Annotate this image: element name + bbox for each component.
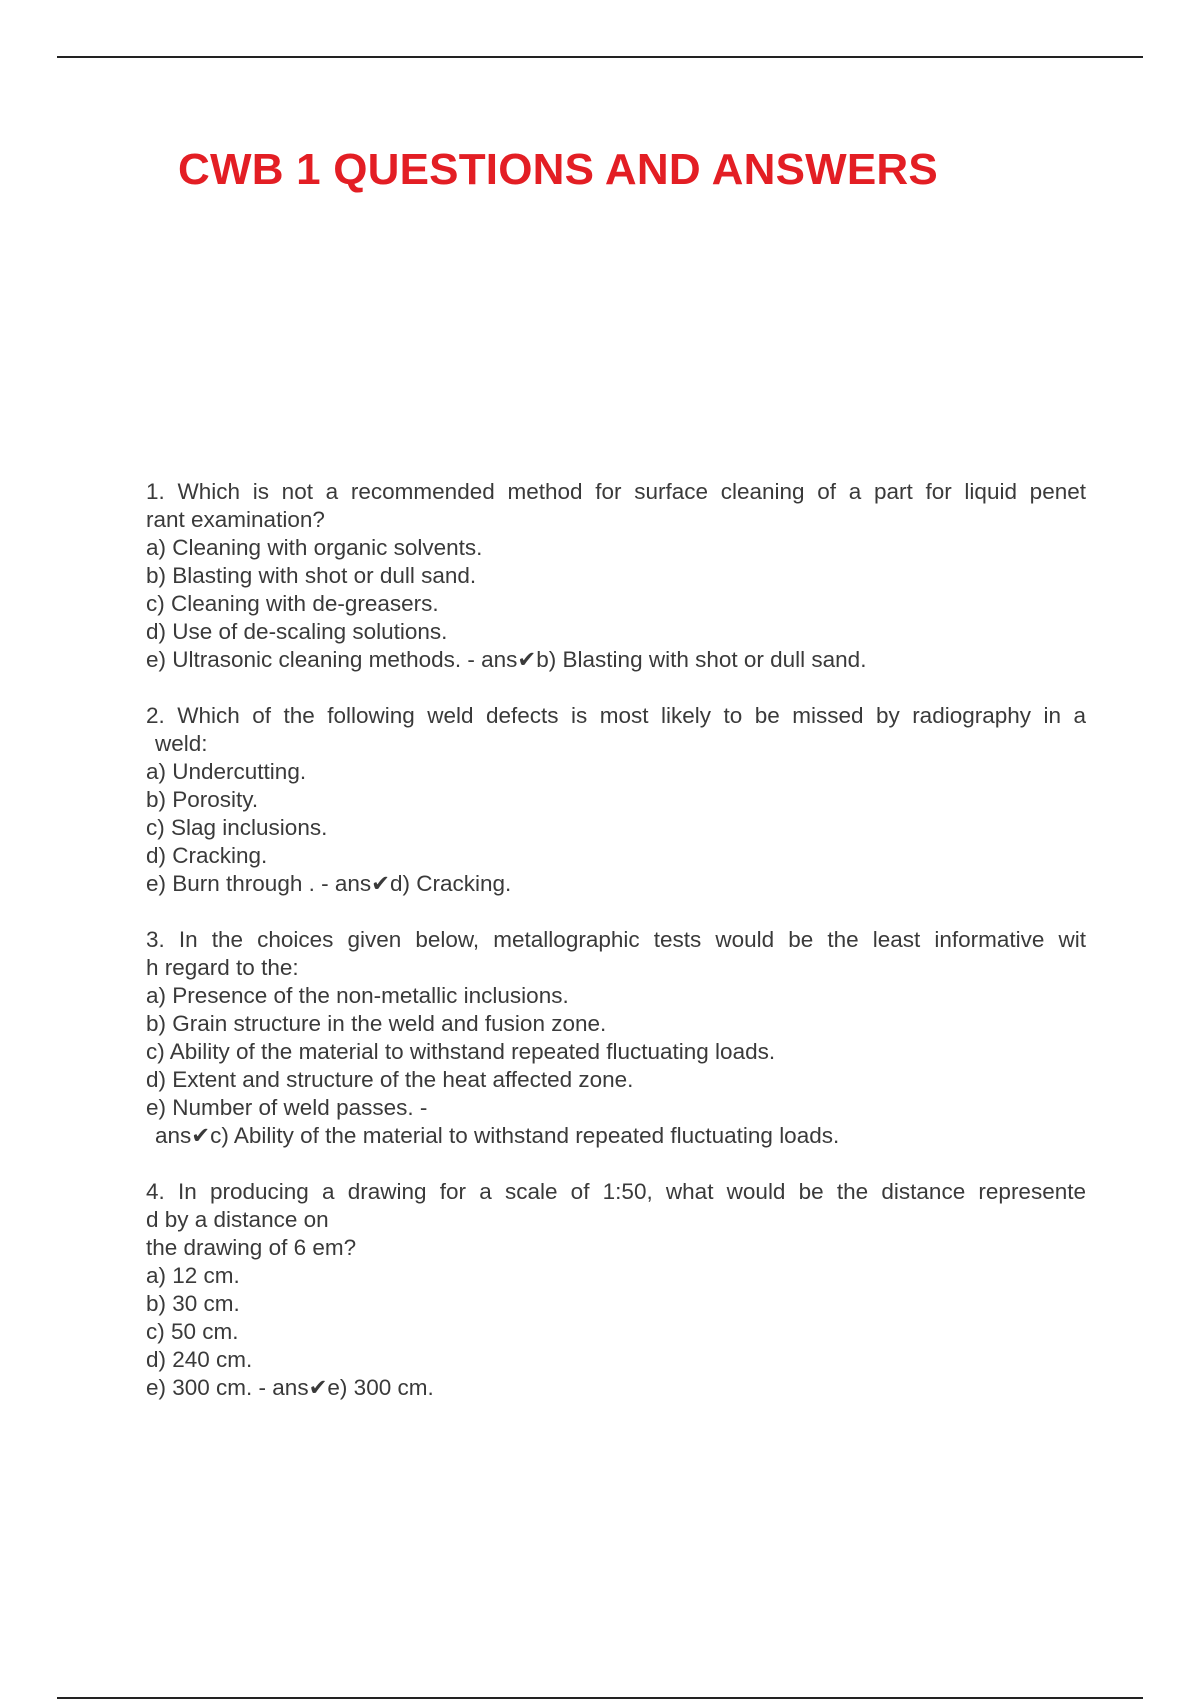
answer-option: a) Cleaning with organic solvents. [146, 535, 483, 560]
answer-option: c) Slag inclusions. [146, 815, 328, 840]
answer-option: b) Porosity. [146, 787, 259, 812]
answer-option-with-key: e) Ultrasonic cleaning methods. - ans✔b) Blasting with shot or dull sand. [146, 647, 867, 672]
question-text: 2. Which of the following weld defects is most likely to be missed by radiography in a [146, 703, 1086, 728]
document-title: CWB 1 QUESTIONS AND ANSWERS [178, 145, 938, 194]
answer-option: b) Blasting with shot or dull sand. [146, 563, 477, 588]
answer-option: d) Extent and structure of the heat affected zone. [146, 1067, 634, 1092]
answer-option: d) 240 cm. [146, 1347, 253, 1372]
answer-option: c) Cleaning with de-greasers. [146, 591, 439, 616]
answer-option: b) 30 cm. [146, 1291, 240, 1316]
question-text: h regard to the: [146, 955, 299, 980]
answer-option: a) Undercutting. [146, 759, 307, 784]
question-text: 4. In producing a drawing for a scale of 1:50, what would be the distance represente [146, 1179, 1086, 1204]
answer-option: a) 12 cm. [146, 1263, 240, 1288]
question-text: weld: [155, 731, 208, 756]
answer-option: c) Ability of the material to withstand repeated fluctuating loads. [146, 1039, 776, 1064]
answer-option: e) Number of weld passes. - [146, 1095, 428, 1120]
answer-option: d) Cracking. [146, 843, 268, 868]
question-text: the drawing of 6 em? [146, 1235, 357, 1260]
question-text: d by a distance on [146, 1207, 329, 1232]
question-4 [146, 1178, 1086, 1402]
answer-option-with-key: e) 300 cm. - ans✔e) 300 cm. [146, 1375, 434, 1400]
answer-option: a) Presence of the non-metallic inclusions. [146, 983, 569, 1008]
question-3 [146, 926, 1086, 1150]
question-text: rant examination? [146, 507, 325, 532]
answer-option: c) 50 cm. [146, 1319, 239, 1344]
answer-option: b) Grain structure in the weld and fusion zone. [146, 1011, 607, 1036]
question-text: 1. Which is not a recommended method for surface cleaning of a part for liquid penet [146, 479, 1086, 504]
answer-option-with-key: e) Burn through . - ans✔d) Cracking. [146, 871, 512, 896]
question-1 [146, 478, 1086, 674]
qa-body [146, 478, 1086, 1430]
answer-option: d) Use of de-scaling solutions. [146, 619, 448, 644]
top-rule [57, 56, 1143, 58]
bottom-rule [57, 1697, 1143, 1699]
question-text: 3. In the choices given below, metallographic tests would be the least informative wit [146, 927, 1086, 952]
answer-key: ans✔c) Ability of the material to withstand repeated fluctuating loads. [155, 1123, 840, 1148]
question-2 [146, 702, 1086, 898]
